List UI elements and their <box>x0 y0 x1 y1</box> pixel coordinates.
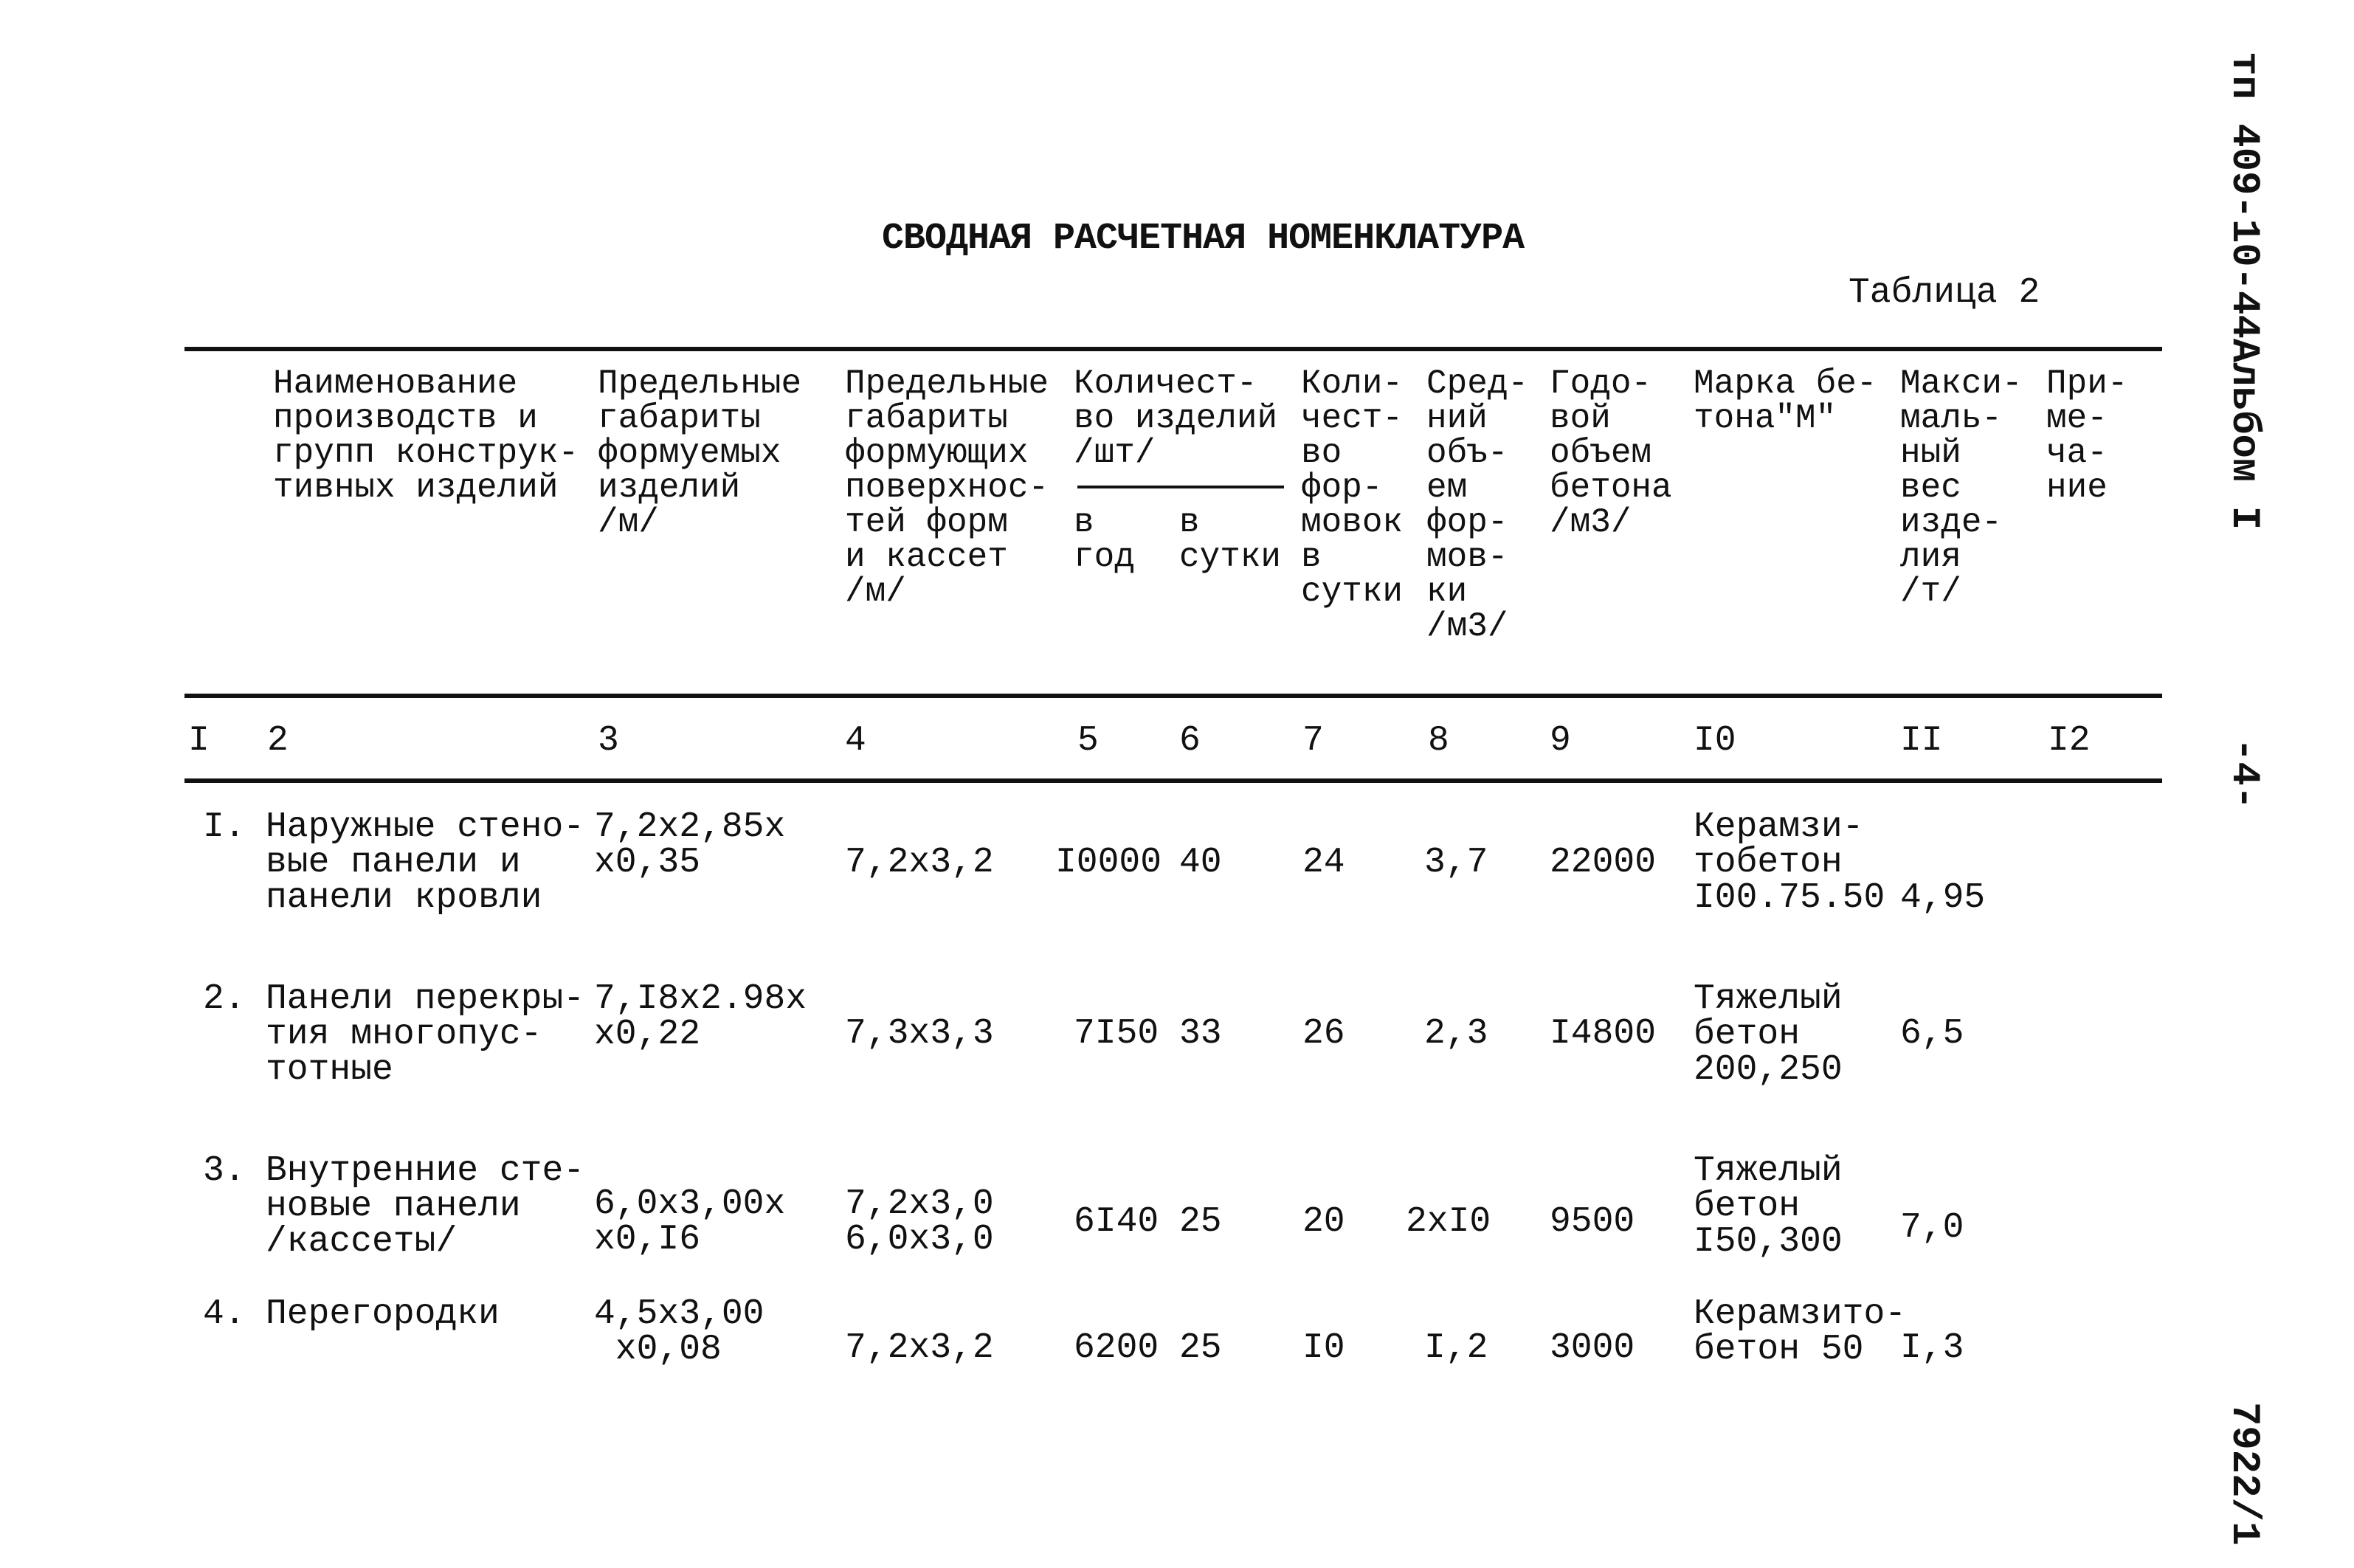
row-annual-volume: 3000 <box>1550 1328 1635 1368</box>
row-name: Перегородки <box>266 1294 500 1334</box>
row-annual-volume: 22000 <box>1550 843 1657 883</box>
column-number: I0 <box>1694 721 1736 761</box>
row-per-year: 7I50 <box>1074 1014 1159 1054</box>
row-concrete-grade: Тяжелый бетон 200,250 <box>1694 979 1843 1090</box>
column-number: 9 <box>1550 721 1571 761</box>
header-concrete-grade: Марка бе- тона"М" <box>1694 365 1877 438</box>
row-per-day: 33 <box>1179 1014 1222 1054</box>
row-moldings: 20 <box>1302 1202 1345 1242</box>
header-form-dimensions: Предельные габариты формующих поверхнос- тей форм и кассет /м/ <box>845 365 1049 611</box>
row-annual-volume: 9500 <box>1550 1202 1635 1242</box>
row-per-year: I0000 <box>1055 843 1162 883</box>
row-max-weight: I,3 <box>1900 1328 1964 1368</box>
header-quantity: Количест- во изделий /шт/ <box>1074 365 1278 472</box>
column-number: I2 <box>2048 721 2091 761</box>
row-dimensions: 4,5х3,00 х0,08 <box>594 1294 764 1370</box>
row-concrete-grade: Тяжелый бетон I50,300 <box>1694 1151 1843 1262</box>
column-number: II <box>1900 721 1943 761</box>
row-average-volume: 2,3 <box>1424 1014 1488 1054</box>
table-label: Таблица 2 <box>1849 273 2040 313</box>
column-number: 7 <box>1302 721 1324 761</box>
row-form-dimensions: 7,3х3,3 <box>845 1014 994 1054</box>
row-max-weight: 4,95 <box>1900 878 1986 918</box>
row-average-volume: 3,7 <box>1424 843 1488 883</box>
table-top-rule <box>184 347 2162 351</box>
header-per-day: в сутки <box>1179 503 1282 576</box>
table-header-rule <box>184 694 2162 698</box>
row-annual-volume: I4800 <box>1550 1014 1657 1054</box>
row-number: 3. <box>203 1151 246 1191</box>
row-dimensions: 6,0х3,00х х0,I6 <box>594 1184 786 1260</box>
row-concrete-grade: Керамзи- тобетон I00.75.50 <box>1694 807 1885 918</box>
row-number: I. <box>203 807 246 847</box>
row-per-year: 6I40 <box>1074 1202 1159 1242</box>
row-form-dimensions: 7,2х3,2 <box>845 1328 994 1368</box>
header-average-volume: Сред- ний объ- ем фор- мов- ки /м3/ <box>1426 365 1529 646</box>
header-max-weight: Макси- маль- ный вес изде- лия /т/ <box>1900 365 2023 611</box>
row-form-dimensions: 7,2х3,0 6,0х3,0 <box>845 1184 994 1260</box>
row-max-weight: 6,5 <box>1900 1014 1964 1054</box>
row-per-day: 25 <box>1179 1202 1222 1242</box>
header-per-year: в год <box>1074 503 1135 576</box>
row-per-day: 25 <box>1179 1328 1222 1368</box>
row-form-dimensions: 7,2х3,2 <box>845 843 994 883</box>
row-name: Внутренние сте- новые панели /кассеты/ <box>266 1151 585 1262</box>
side-page-number: -4- <box>2221 738 2266 810</box>
column-number: I <box>188 721 210 761</box>
header-name: Наименование производств и групп конструк- тивных изделий <box>273 365 579 507</box>
row-moldings: I0 <box>1302 1328 1345 1368</box>
row-number: 2. <box>203 979 246 1019</box>
row-moldings: 24 <box>1302 843 1345 883</box>
column-number: 6 <box>1179 721 1201 761</box>
row-max-weight: 7,0 <box>1900 1208 1964 1248</box>
row-dimensions: 7,I8х2.98х х0,22 <box>594 979 807 1054</box>
header-moldings: Коли- чест- во фор- мовок в сутки <box>1301 365 1404 611</box>
table-index-rule <box>184 778 2162 783</box>
row-number: 4. <box>203 1294 246 1334</box>
column-number: 4 <box>845 721 866 761</box>
row-average-volume: 2хI0 <box>1406 1202 1491 1242</box>
header-annual-volume: Годо- вой объем бетона /м3/ <box>1550 365 1672 542</box>
side-document-number: 7922/1 <box>2221 1402 2266 1546</box>
page-title: СВОДНАЯ РАСЧЕТНАЯ НОМЕНКЛАТУРА <box>882 218 1525 260</box>
row-per-year: 6200 <box>1074 1328 1159 1368</box>
column-number: 5 <box>1077 721 1099 761</box>
header-note: При- ме- ча- ние <box>2046 365 2128 507</box>
header-limit-dimensions: Предельные габариты формуемых изделий /м/ <box>598 365 802 542</box>
row-name: Панели перекры- тия многопус- тотные <box>266 979 585 1090</box>
side-album-label: тп 409-10-44Альбом I <box>2221 52 2266 531</box>
column-number: 8 <box>1428 721 1449 761</box>
column-number: 2 <box>267 721 289 761</box>
row-dimensions: 7,2х2,85х х0,35 <box>594 807 786 883</box>
row-per-day: 40 <box>1179 843 1222 883</box>
row-concrete-grade: Керамзито- бетон 50 <box>1694 1294 1907 1370</box>
header-quantity-subrule <box>1077 486 1284 488</box>
row-moldings: 26 <box>1302 1014 1345 1054</box>
row-average-volume: I,2 <box>1424 1328 1488 1368</box>
column-number: 3 <box>598 721 619 761</box>
row-name: Наружные стено- вые панели и панели кровли <box>266 807 585 918</box>
